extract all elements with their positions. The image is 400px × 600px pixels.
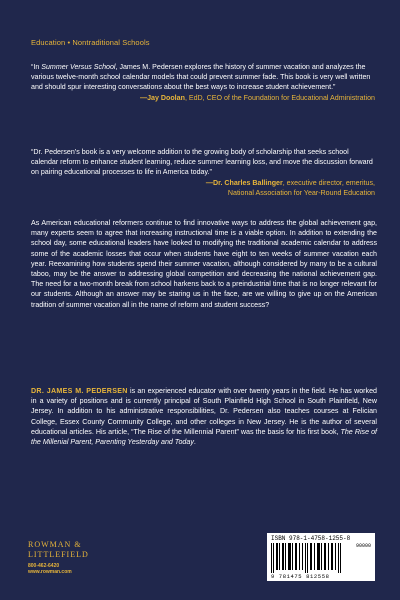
review-quote-2	[31, 147, 375, 198]
barcode-price-code: 90000	[355, 543, 371, 549]
quote-2-body: “Dr. Pedersen’s book is a very welcome addition to the growing body of scholarship that seeks school calendar reform to enhance student learning, reduce summer learning loss, and move the discussion forward on pairing educational processes to life in America today.”	[31, 148, 373, 177]
author-name: DR. JAMES M. PEDERSEN	[31, 387, 128, 395]
quote-1-body: , James M. Pedersen explores the history of summer vacation and analyzes the various twelve-month school calendar models that could prevent summer fade. This book is very well written and should spur interesting conversations about the best ways to increase student achievement.”	[31, 63, 371, 92]
book-category: Education • Nontraditional Schools	[31, 38, 150, 47]
author-bio-end: .	[193, 438, 196, 447]
isbn-barcode	[267, 533, 375, 581]
publisher-name-line2: LITTLEFIELD	[28, 550, 89, 559]
author-bio-text: is an experienced educator with over twenty years in the field. He has worked in a variety of positions and is currently principal of South Plainfield High School in South Plainfield, New Jersey. In addition to his administrative responsibilities, Dr. Pedersen also teaches courses at Felician College, Essex County Community College, and other colleges in New Jersey. He is the author of several educational articles. His article, “The Rise of the Millennial Parent” was the basis for his first book,	[31, 387, 377, 436]
quote-1-author: —Jay Doolan	[139, 93, 185, 102]
review-quote-1	[31, 62, 375, 103]
author-first-book-title: The Rise of the Millenial Parent, Parenting Yesterday and Today	[31, 427, 377, 447]
quote-2-attribution	[31, 178, 375, 198]
quote-2-role-line1: , executive director, emeritus,	[282, 178, 375, 187]
book-description: As American educational reformers continue to find innovative ways to address the global achievement gap, many experts seem to agree that increasing instructional time is a viable option. In addition to extending the school day, some educational leaders have looked to modifying the traditional academic calendar to address some of the academic losses that occur when students have eight to ten weeks of summer vacation each year. Reexamining how students spend their summer vacation, although considered by many to be a cultural taboo, may be the answer to addressing global competition and decreasing the national achievement gap. The need for a two-month break from school harkens back to a preindustrial time that is no longer relevant for our students. Although an answer may be staring us in the face, are we willing to give up on the American tradition of summer vacation all in the name of reform and student success?	[31, 219, 377, 309]
quote-1-book-title: Summer Versus School	[41, 63, 116, 71]
quote-1-role: , EdD, CEO of the Foundation for Educational Administration	[184, 93, 375, 102]
barcode-bars-icon	[271, 543, 343, 573]
publisher-phone: 800-462-6420	[28, 563, 60, 569]
quote-1-open: “In	[31, 63, 42, 71]
publisher-logo	[28, 540, 118, 575]
quote-2-author: —Dr. Charles Ballinger	[205, 178, 283, 187]
quote-2-role-line2: National Association for Year-Round Education	[227, 188, 375, 197]
publisher-website: www.rowman.com	[28, 569, 72, 575]
quote-1-text	[31, 62, 375, 93]
publisher-name-line1: ROWMAN &	[28, 540, 82, 549]
author-bio	[31, 386, 377, 447]
barcode-digits: 9 781475 812558	[271, 573, 330, 580]
isbn-number: ISBN 978-1-4758-1255-8	[271, 535, 351, 542]
quote-1-attribution	[31, 93, 375, 103]
